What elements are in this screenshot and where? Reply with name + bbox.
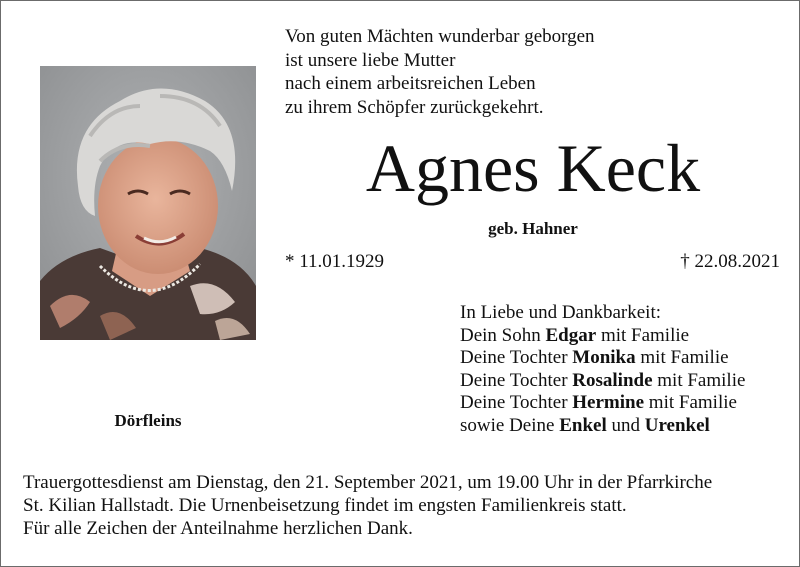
mourner-name: Edgar — [545, 324, 597, 346]
service-notice — [23, 471, 783, 540]
mourner-relation: Dein Sohn — [460, 324, 546, 346]
mourner-name: Urenkel — [644, 414, 710, 436]
mourner-conjunction: und — [606, 414, 645, 436]
notice-line: Für alle Zeichen der Anteilnahme herzlichen Dank. — [23, 518, 413, 539]
mourner-relation: Deine Tochter — [460, 392, 573, 413]
notice-line: St. Kilian Hallstadt. Die Urnenbeisetzung findet im engsten Familienkreis statt. — [23, 495, 627, 516]
mourner-suffix: mit Familie — [635, 347, 729, 368]
quote-line: nach einem arbeitsreichen Leben — [285, 73, 536, 94]
mourner-relation: Deine Tochter — [460, 369, 573, 391]
mourners-intro: In Liebe und Dankbarkeit: — [460, 302, 662, 323]
mourner-name: Monika — [572, 347, 636, 368]
mourner-suffix: mit Familie — [596, 324, 690, 346]
mourner-relation: Deine Tochter — [460, 347, 573, 368]
quote-line: ist unsere liebe Mutter — [285, 49, 456, 71]
mourner-line — [460, 370, 745, 393]
mourner-suffix: mit Familie — [644, 392, 737, 413]
death-date: † 22.08.2021 — [680, 251, 780, 272]
portrait-photo — [40, 66, 256, 340]
mourner-relation: sowie Deine — [460, 414, 560, 436]
mourner-line — [460, 415, 745, 438]
mourner-suffix: mit Familie — [652, 369, 746, 391]
mourner-name: Hermine — [572, 392, 645, 413]
birth-date: * 11.01.1929 — [285, 251, 385, 272]
bible-quote — [285, 25, 595, 119]
place-of-residence: Dörfleins — [114, 411, 182, 430]
mourner-line — [460, 347, 745, 370]
deceased-name: Agnes Keck — [365, 130, 701, 206]
mourner-line — [460, 325, 745, 348]
mourner-name: Enkel — [559, 414, 607, 436]
mourner-name: Rosalinde — [572, 369, 653, 391]
mourners-list — [460, 302, 745, 437]
maiden-name: geb. Hahner — [488, 219, 578, 238]
mourner-line — [460, 392, 745, 415]
quote-line: zu ihrem Schöpfer zurückgekehrt. — [285, 96, 544, 118]
notice-line: Trauergottesdienst am Dienstag, den 21. September 2021, um 19.00 Uhr in der Pfarrkirche — [23, 472, 713, 493]
quote-line: Von guten Mächten wunderbar geborgen — [285, 26, 595, 47]
